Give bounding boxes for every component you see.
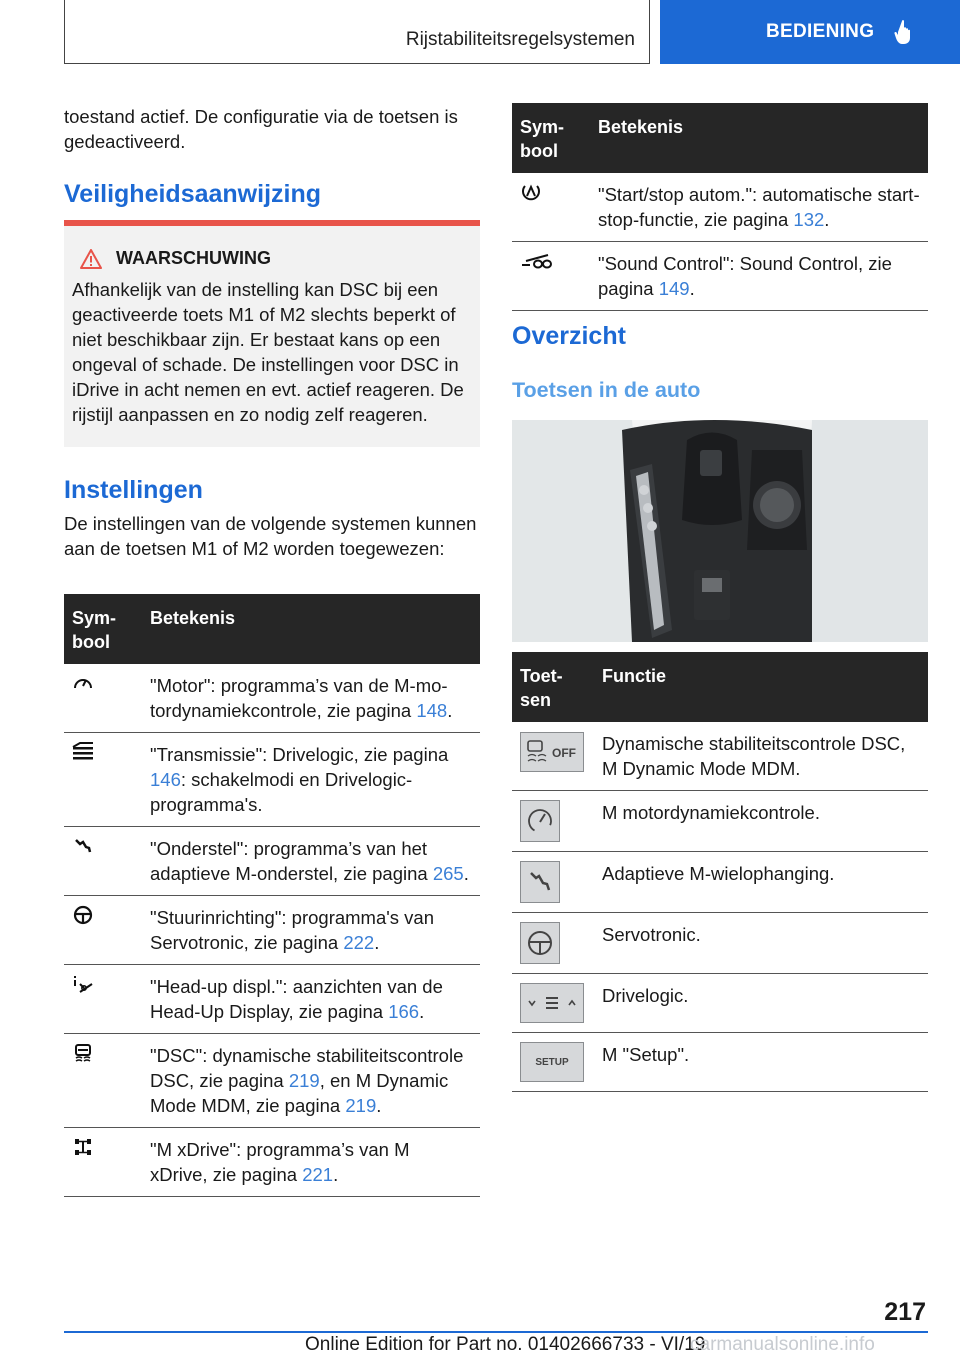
header-chapter-tab[interactable] xyxy=(660,0,960,64)
symbol-table-continued xyxy=(512,103,928,311)
edition-text: Online Edition for Part no. 01402666733 - VI/19 xyxy=(305,1334,706,1355)
row-text: "Head-up displ.": aanzichten van de Head-Up Display, zie pagina 166. xyxy=(142,965,480,1034)
column-header-symbol: Symbool xyxy=(512,103,590,173)
keys-heading: Toetsen in de auto xyxy=(512,378,701,402)
settings-heading: Instellingen xyxy=(64,476,203,504)
suspension-key-icon xyxy=(520,861,560,903)
setup-key-icon: SETUP xyxy=(520,1042,584,1082)
key-function: Servotronic. xyxy=(594,913,928,974)
row-text: "Transmissie": Drivelogic, zie pagina 146: schakelmodi en Drivelogic-programma's. xyxy=(142,733,480,827)
start-stop-icon xyxy=(520,182,542,202)
xdrive-icon xyxy=(72,1137,94,1157)
page-link[interactable]: 132 xyxy=(793,209,825,230)
warning-title: WAARSCHUWING xyxy=(116,248,271,268)
key-function: Adaptieve M-wielophanging. xyxy=(594,852,928,913)
warning-text: Afhankelijk van de instelling kan DSC bij een geactiveerde toets M1 of M2 slechts beperkt of niet beschikbaar zijn. Er bestaat kans op een ongeval of schade. De instellingen voor DSC in iDrive in acht nemen en evt. actief reageren. De rijstijl aanpassen en zo nodig zelf reageren. xyxy=(72,279,464,425)
key-function: M "Setup". xyxy=(594,1033,928,1092)
settings-table xyxy=(64,594,480,1197)
row-text: "Stuurinrichting": programma's van Servotronic, zie pagina 222. xyxy=(142,896,480,965)
footer-divider xyxy=(64,1331,928,1333)
console-illustration xyxy=(512,420,928,642)
drivelogic-key-icon xyxy=(520,983,584,1023)
column-header-meaning: Betekenis xyxy=(590,103,928,173)
table-row xyxy=(64,896,480,965)
page-link[interactable]: 166 xyxy=(388,1001,420,1022)
safety-section xyxy=(64,180,480,209)
svg-text:OFF: OFF xyxy=(552,746,576,760)
table-row xyxy=(64,733,480,827)
watermark: carmanualsonline.info xyxy=(690,1334,875,1355)
suspension-icon xyxy=(72,836,94,856)
keys-table xyxy=(512,652,928,1092)
table-row xyxy=(64,1128,480,1197)
left-column xyxy=(64,104,480,154)
header-section-tab xyxy=(64,0,650,64)
page-number: 217 xyxy=(884,1298,926,1326)
column-header-function: Functie xyxy=(594,652,928,722)
key-function: Drivelogic. xyxy=(594,974,928,1033)
column-header-key: Toetsen xyxy=(512,652,594,722)
page-link[interactable]: 149 xyxy=(658,278,690,299)
warning-triangle-icon xyxy=(80,249,102,269)
table-row xyxy=(512,722,928,791)
warning-header xyxy=(80,248,472,269)
table-row xyxy=(512,791,928,852)
section-title: Rijstabiliteitsregelsystemen xyxy=(405,29,635,50)
dsc-off-key-icon xyxy=(520,732,584,772)
head-up-display-icon xyxy=(72,974,94,994)
table-row xyxy=(512,852,928,913)
table-row xyxy=(512,1033,928,1092)
table-row xyxy=(64,1034,480,1128)
settings-paragraph: De instellingen van de volgende systemen kunnen aan de toetsen M1 of M2 worden toegewezen: xyxy=(64,513,477,559)
page-link[interactable]: 146 xyxy=(150,769,181,790)
row-text: "Sound Control": Sound Control, zie pagina 149. xyxy=(590,242,928,311)
page-link[interactable]: 148 xyxy=(416,700,448,721)
speedometer-icon xyxy=(72,673,94,693)
table-row xyxy=(512,242,928,311)
key-function: Dynamische stabiliteitscontrole DSC, M Dynamic Mode MDM. xyxy=(594,722,928,791)
keys-table-wrap xyxy=(512,652,928,1092)
chapter-label: BEDIENING xyxy=(766,21,875,42)
row-text: "Motor": programma’s van de M-motordynamiekcontrole, zie pagina 148. xyxy=(142,664,480,733)
table-row xyxy=(512,173,928,242)
symbol-table-continued-wrap xyxy=(512,103,928,311)
transmission-icon xyxy=(72,742,94,762)
table-row xyxy=(64,664,480,733)
page-link[interactable]: 219 xyxy=(288,1070,320,1091)
hand-pointer-icon xyxy=(894,19,916,45)
table-row xyxy=(64,827,480,896)
safety-heading: Veiligheidsaanwijzing xyxy=(64,180,322,208)
table-header-row xyxy=(512,103,928,173)
sound-control-icon xyxy=(520,251,554,271)
warning-box xyxy=(64,220,480,447)
page-link[interactable]: 222 xyxy=(343,932,375,953)
table-row xyxy=(64,965,480,1034)
intro-paragraph: toestand actief. De configuratie via de toetsen is gedeactiveerd. xyxy=(64,106,458,152)
column-header-symbol: Symbool xyxy=(64,594,142,664)
keys-section xyxy=(512,378,928,403)
page-link[interactable]: 265 xyxy=(432,863,464,884)
table-header-row xyxy=(512,652,928,722)
settings-table-wrap xyxy=(64,594,480,1197)
overview-section xyxy=(512,322,928,351)
row-text: "DSC": dynamische stabiliteitscontrole DSC, zie pagina 219, en M Dynamic Mode MDM, zie pagina 219. xyxy=(142,1034,480,1128)
key-function: M motordynamiekcontrole. xyxy=(594,791,928,852)
column-header-meaning: Betekenis xyxy=(142,594,480,664)
page-link[interactable]: 221 xyxy=(302,1164,334,1185)
steering-wheel-icon xyxy=(72,905,94,925)
row-text: "M xDrive": programma’s van M xDrive, zie pagina 221. xyxy=(142,1128,480,1197)
table-row xyxy=(512,913,928,974)
overview-heading: Overzicht xyxy=(512,322,626,350)
settings-section xyxy=(64,476,480,561)
center-console-photo xyxy=(512,420,928,642)
table-row xyxy=(512,974,928,1033)
servotronic-key-icon xyxy=(520,922,560,964)
page-link[interactable]: 219 xyxy=(345,1095,377,1116)
row-text: "Start/stop autom.": automatische start-stop-functie, zie pagina 132. xyxy=(590,173,928,242)
row-text: "Onderstel": programma’s van het adaptieve M-onderstel, zie pagina 265. xyxy=(142,827,480,896)
dsc-icon xyxy=(72,1043,94,1063)
motor-dynamics-key-icon xyxy=(520,800,560,842)
table-header-row xyxy=(64,594,480,664)
